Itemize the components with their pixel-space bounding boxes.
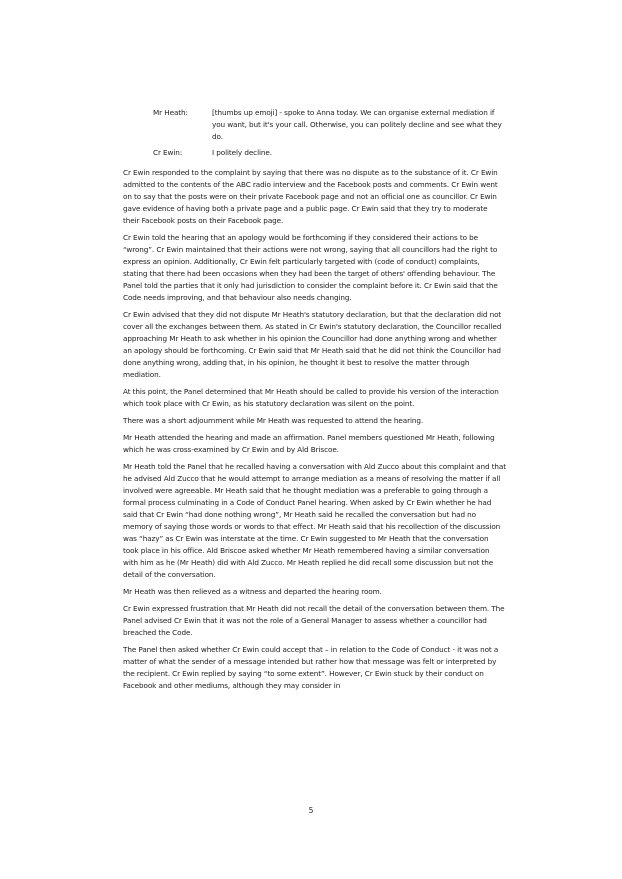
paragraph: Cr Ewin advised that they did not dispute Mr Heath's statutory declaration, but that the declaration did not cover all the exchanges between them. As stated in Cr Ewin's statutory declaration, the Councillor recalled approaching Mr Heath to ask whether in his opinion the Councillor had done anything wrong and whether an apology should be forthcoming. Cr Ewin said that Mr Heath said that he did not think the Councillor had done anything wrong, adding that, in his opinion, he thought it best to resolve the matter through mediation. [123, 310, 502, 379]
quoted-message: [thumbs up emoji] - spoke to Anna today. We can organise external mediation if you want, but it's your call. Otherwise, you can politely decline and see what they do. [212, 108, 502, 141]
paragraph: Cr Ewin told the hearing that an apology would be forthcoming if they considered their actions to be “wrong”. Cr Ewin maintained that their actions were not wrong, saying that all councillors had the right to express an opinion. Additionally, Cr Ewin felt particularly targeted with (code of conduct) complaints, stating that there had been occasions when they had been the target of others' offending behaviour. The Panel told the parties that it only had jurisdiction to consider the complaint before it. Cr Ewin said that the Code needs improving, and that behaviour also needs changing. [123, 233, 498, 302]
exchange-cr-ewin [153, 147, 506, 159]
paragraph: Mr Heath was then relieved as a witness and departed the hearing room. [123, 587, 382, 596]
paragraph: Mr Heath told the Panel that he recalled having a conversation with Ald Zucco about this complaint and that he advised Ald Zucco that he would attempt to arrange mediation as a means of resolving the matter if all involved were agreeable. Mr Heath said that he thought mediation was a preferable to going through a formal process culminating in a Code of Conduct Panel hearing. When asked by Cr Ewin whether he had said that Cr Ewin “had done nothing wrong”, Mr Heath said he recalled the conversation but had no memory of saying those words or words to that effect. Mr Heath said that his recollection of the discussion was “hazy” as Cr Ewin was interstate at the time. Cr Ewin suggested to Mr Heath that the conversation took place in his office. Ald Briscoe asked whether Mr Heath remembered having a similar conversation with him as he (Mr Heath) did with Ald Zucco. Mr Heath replied he did recall some discussion but not the detail of the conversation. [123, 462, 507, 579]
speaker-label: Mr Heath: [153, 108, 188, 117]
paragraph: Mr Heath attended the hearing and made an affirmation. Panel members questioned Mr Heath, following which he was cross-examined by Cr Ewin and by Ald Briscoe. [123, 433, 495, 454]
speaker-label: Cr Ewin: [153, 148, 183, 157]
paragraph: The Panel then asked whether Cr Ewin could accept that – in relation to the Code of Conduct - it was not a matter of what the sender of a message intended but rather how that message was felt or interpreted by the recipient. Cr Ewin replied by saying “to some extent”. However, Cr Ewin stuck by their conduct on Facebook and other mediums, although they may consider in [123, 645, 499, 690]
page-number: 5 [308, 806, 314, 815]
paragraph: Cr Ewin responded to the complaint by saying that there was no dispute as to the substance of it. Cr Ewin admitted to the contents of the ABC radio interview and the Facebook posts and comments. Cr Ewin went on to say that the posts were on their private Facebook page and not an official one as councillor. Cr Ewin gave evidence of having both a private page and a public page. Cr Ewin said that they try to moderate their Facebook posts on their Facebook page. [123, 168, 498, 225]
page-body [123, 107, 506, 697]
paragraph: At this point, the Panel determined that Mr Heath should be called to provide his version of the interaction which took place with Cr Ewin, as his statutory declaration was silent on the point. [123, 387, 499, 408]
exchange-mr-heath [153, 107, 506, 143]
paragraph: Cr Ewin expressed frustration that Mr Heath did not recall the detail of the conversation between them. The Panel advised Cr Ewin that it was not the role of a General Manager to assess whether a councillor had breached the Code. [123, 604, 505, 637]
quoted-message: I politely decline. [212, 148, 272, 157]
paragraph: There was a short adjournment while Mr Heath was requested to attend the hearing. [123, 416, 424, 425]
